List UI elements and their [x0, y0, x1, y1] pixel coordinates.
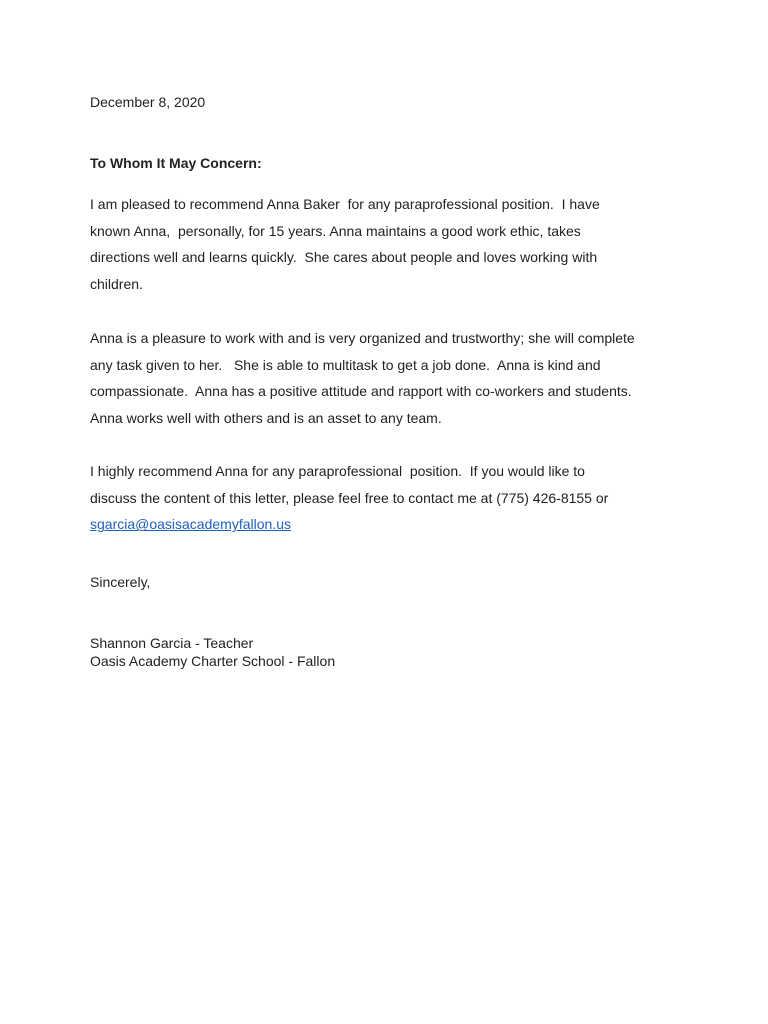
paragraph-line: any task given to her. She is able to multitask to get a job done. Anna is kind and	[90, 356, 601, 373]
paragraph-line: known Anna, personally, for 15 years. Anna maintains a good work ethic, takes	[90, 222, 581, 239]
paragraph-qualities	[90, 325, 690, 432]
paragraph-line: Anna works well with others and is an asset to any team.	[90, 410, 442, 427]
email-link[interactable]: sgarcia@oasisacademyfallon.us	[90, 516, 291, 533]
signature-organization: Oasis Academy Charter School - Fallon	[90, 653, 336, 669]
letter-closing: Sincerely,	[90, 574, 151, 590]
email-line	[90, 511, 690, 538]
signature-block	[90, 634, 335, 670]
paragraph-recommendation	[90, 458, 690, 538]
paragraph-line: discuss the content of this letter, please feel free to contact me at (775) 426-8155 or	[90, 489, 609, 506]
paragraph-line: compassionate. Anna has a positive attitude and rapport with co-workers and students.	[90, 383, 632, 400]
signature-name: Shannon Garcia - Teacher	[90, 635, 254, 651]
paragraph-line: children.	[90, 276, 143, 293]
letter-date: December 8, 2020	[90, 94, 206, 110]
paragraph-line: I am pleased to recommend Anna Baker for any paraprofessional position. I have	[90, 196, 600, 212]
paragraph-line: I highly recommend Anna for any paraprofessional position. If you would like to	[90, 463, 585, 479]
paragraph-introduction	[90, 191, 690, 298]
letter-salutation: To Whom It May Concern:	[90, 155, 262, 171]
paragraph-line: directions well and learns quickly. She cares about people and loves working with	[90, 249, 598, 266]
paragraph-line: Anna is a pleasure to work with and is very organized and trustworthy; she will complete	[90, 330, 635, 346]
